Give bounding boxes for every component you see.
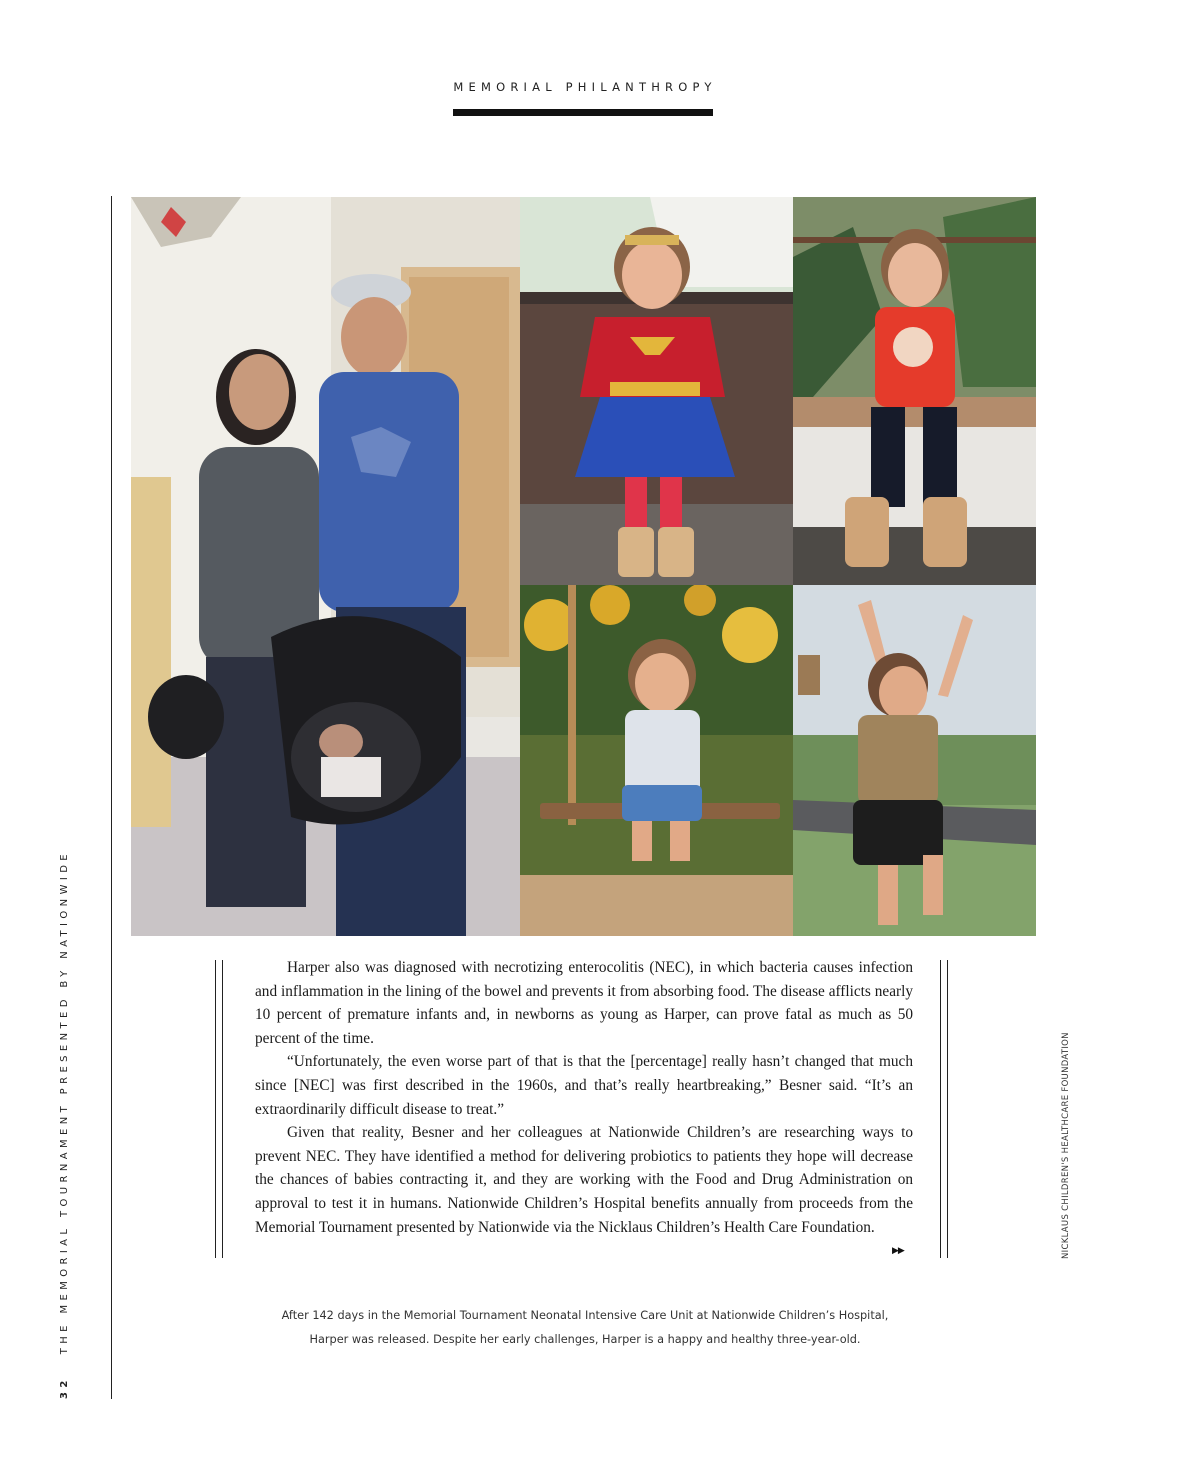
arms-raised-photo	[793, 585, 1036, 936]
photo-caption-line-2: Harper was released. Despite her early challenges, Harper is a happy and healthy three-year-old.	[309, 1333, 861, 1346]
end-of-article-icon: ▶▶	[892, 1246, 904, 1256]
article-rule-left-inner	[222, 960, 223, 1258]
article-rule-right-inner	[940, 960, 941, 1258]
article-paragraph: Harper also was diagnosed with necrotizing enterocolitis (NEC), in which bacteria causes infection and inflammation in the lining of the bowel and prevents it from absorbing food. The disease afflicts nearly 10 percent of premature infants and, in newborns as young as Harper, can prove fatal as much as 50 percent of the time.	[255, 959, 913, 1047]
photo-credit: NICKLAUS CHILDREN'S HEALTHCARE FOUNDATION	[1061, 1032, 1071, 1259]
article-body	[255, 956, 913, 1239]
family-photo	[131, 197, 520, 936]
wonder-woman-costume-photo	[520, 197, 793, 585]
section-bar	[453, 109, 713, 116]
article-paragraph: “Unfortunately, the even worse part of that is that the [percentage] really hasn’t changed that much since [NEC] was first described in the 1960s, and that’s really heartbreaking,” Besner said. “It’s an extraordinarily difficult disease to treat.”	[255, 1053, 913, 1118]
photo-caption-line-1: After 142 days in the Memorial Tournament Neonatal Intensive Care Unit at Nationwide Children’s Hospital,	[281, 1309, 889, 1322]
left-margin-rule	[111, 196, 112, 1399]
brick-wall-photo	[793, 197, 1036, 585]
article-rule-left-outer	[215, 960, 216, 1258]
section-label: MEMORIAL PHILANTHROPY	[453, 80, 717, 94]
page-number: 32	[59, 1376, 70, 1399]
article-rule-right-outer	[947, 960, 948, 1258]
swing-photo	[520, 585, 793, 936]
publication-name: THE MEMORIAL TOURNAMENT PRESENTED BY NATIONWIDE	[59, 849, 70, 1355]
article-paragraph: Given that reality, Besner and her colleagues at Nationwide Children’s are researching ways to prevent NEC. They have identified a method for delivering probiotics to patients they hope will decrease the chances of babies contracting it, and they are working with the Food and Drug Administration on approval to test it in humans. Nationwide Children’s Hospital benefits annually from proceeds from the Memorial Tournament presented by Nationwide via the Nicklaus Children’s Health Care Foundation.	[255, 1124, 913, 1236]
